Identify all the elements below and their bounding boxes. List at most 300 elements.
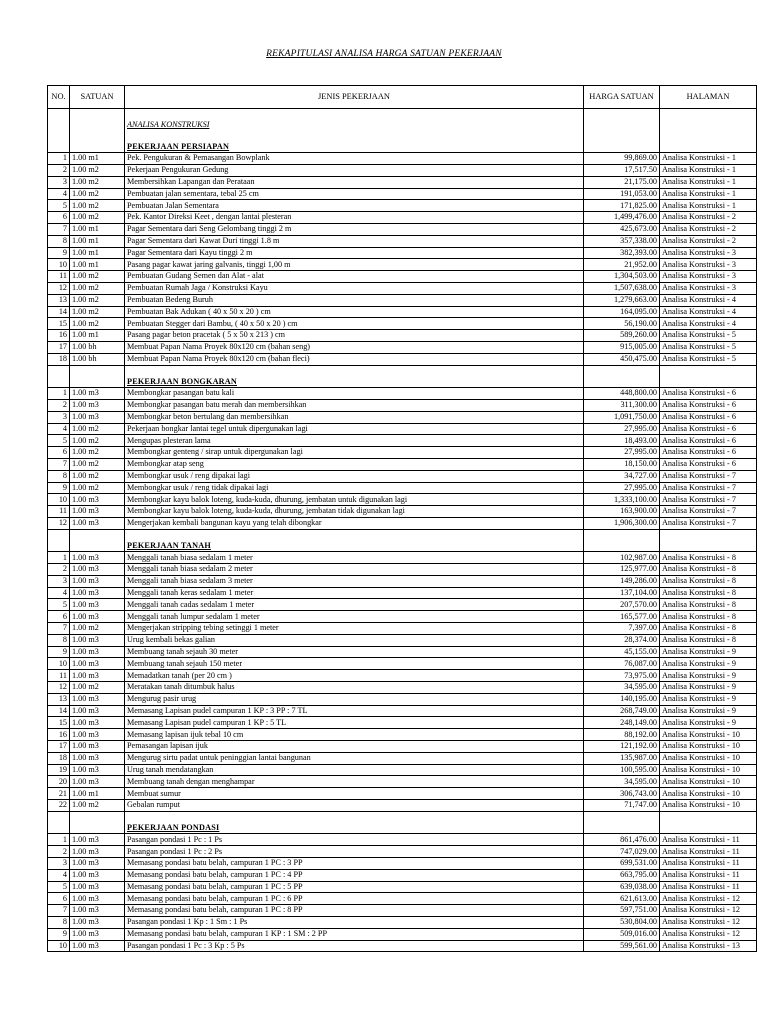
item-satuan: 1.00 m3 xyxy=(70,634,125,646)
item-number: 3 xyxy=(48,176,70,188)
item-satuan: 1.00 m3 xyxy=(70,399,125,411)
item-harga-satuan: 1,304,503.00 xyxy=(584,271,660,283)
item-halaman: Analisa Konstruksi - 11 xyxy=(660,858,757,870)
item-harga-satuan: 171,825.00 xyxy=(584,200,660,212)
table-row xyxy=(48,470,757,482)
item-number: 3 xyxy=(48,575,70,587)
item-jenis-pekerjaan: Membongkar usuk / reng tidak dipakai lagi xyxy=(125,482,584,494)
item-harga-satuan: 135,987.00 xyxy=(584,752,660,764)
table-row xyxy=(48,282,757,294)
item-jenis-pekerjaan: Memasang pondasi batu belah, campuran 1 PC : 4 PP xyxy=(125,869,584,881)
item-harga-satuan: 88,192.00 xyxy=(584,729,660,741)
item-jenis-pekerjaan: Memadatkan tanah (per 20 cm ) xyxy=(125,670,584,682)
item-number: 7 xyxy=(48,458,70,470)
table-row xyxy=(48,741,757,753)
item-jenis-pekerjaan: Membongkar usuk / reng dipakai lagi xyxy=(125,470,584,482)
item-halaman: Analisa Konstruksi - 6 xyxy=(660,447,757,459)
item-halaman: Analisa Konstruksi - 11 xyxy=(660,881,757,893)
table-row xyxy=(48,587,757,599)
item-harga-satuan: 699,531.00 xyxy=(584,858,660,870)
item-harga-satuan: 71,747.00 xyxy=(584,800,660,812)
item-satuan: 1.00 m3 xyxy=(70,764,125,776)
table-row xyxy=(48,318,757,330)
item-jenis-pekerjaan: Memasang pondasi batu belah, campuran 1 PC : 8 PP xyxy=(125,905,584,917)
item-jenis-pekerjaan: Menggali tanah cadas sedalam 1 meter xyxy=(125,599,584,611)
item-satuan: 1.00 m2 xyxy=(70,800,125,812)
table-row xyxy=(48,564,757,576)
item-number: 15 xyxy=(48,318,70,330)
item-jenis-pekerjaan: Memasang lapisan ijuk tebal 10 cm xyxy=(125,729,584,741)
spacer-row xyxy=(48,365,757,376)
item-satuan: 1.00 m1 xyxy=(70,330,125,342)
item-harga-satuan: 1,507,638.00 xyxy=(584,282,660,294)
item-harga-satuan: 18,493.00 xyxy=(584,435,660,447)
item-satuan: 1.00 m2 xyxy=(70,682,125,694)
item-harga-satuan: 18,150.00 xyxy=(584,458,660,470)
section-header-row xyxy=(48,823,757,834)
item-jenis-pekerjaan: Membongkar pasangan batu kali xyxy=(125,388,584,400)
item-halaman: Analisa Konstruksi - 9 xyxy=(660,682,757,694)
item-satuan: 1.00 m2 xyxy=(70,458,125,470)
item-halaman: Analisa Konstruksi - 1 xyxy=(660,188,757,200)
item-harga-satuan: 589,260.00 xyxy=(584,330,660,342)
table-row xyxy=(48,905,757,917)
item-halaman: Analisa Konstruksi - 5 xyxy=(660,330,757,342)
item-number: 4 xyxy=(48,587,70,599)
table-row xyxy=(48,752,757,764)
item-satuan: 1.00 m3 xyxy=(70,893,125,905)
table-row xyxy=(48,212,757,224)
table-row xyxy=(48,916,757,928)
item-jenis-pekerjaan: Membuang tanah sejauh 30 meter xyxy=(125,646,584,658)
item-jenis-pekerjaan: Memasang pondasi batu belah, campuran 1 PC : 5 PP xyxy=(125,881,584,893)
item-jenis-pekerjaan: Mengerjakan kembali bangunan kayu yang telah dibongkar xyxy=(125,517,584,529)
item-harga-satuan: 28,374.00 xyxy=(584,634,660,646)
item-jenis-pekerjaan: Pembuatan Gudang Semen dan Alat - alat xyxy=(125,271,584,283)
item-halaman: Analisa Konstruksi - 6 xyxy=(660,458,757,470)
item-harga-satuan: 597,751.00 xyxy=(584,905,660,917)
table-row xyxy=(48,176,757,188)
header-satuan: SATUAN xyxy=(70,86,125,109)
table-row xyxy=(48,482,757,494)
item-jenis-pekerjaan: Pasangan pondasi 1 Kp : 1 Sm : 1 Ps xyxy=(125,916,584,928)
item-jenis-pekerjaan: Memasang Lapisan pudel campuran 1 KP : 5 TL xyxy=(125,717,584,729)
item-halaman: Analisa Konstruksi - 13 xyxy=(660,940,757,952)
table-row xyxy=(48,330,757,342)
table-row xyxy=(48,423,757,435)
section-title: PEKERJAAN PERSIAPAN xyxy=(127,141,230,151)
item-satuan: 1.00 m3 xyxy=(70,752,125,764)
table-row xyxy=(48,599,757,611)
item-number: 4 xyxy=(48,423,70,435)
item-halaman: Analisa Konstruksi - 4 xyxy=(660,306,757,318)
item-number: 13 xyxy=(48,693,70,705)
item-number: 8 xyxy=(48,235,70,247)
item-number: 20 xyxy=(48,776,70,788)
item-jenis-pekerjaan: Memasang pondasi batu belah, campuran 1 PC : 6 PP xyxy=(125,893,584,905)
item-number: 1 xyxy=(48,153,70,165)
table-row xyxy=(48,834,757,846)
item-satuan: 1.00 m3 xyxy=(70,646,125,658)
item-satuan: 1.00 m2 xyxy=(70,282,125,294)
item-number: 9 xyxy=(48,646,70,658)
item-number: 5 xyxy=(48,881,70,893)
item-number: 10 xyxy=(48,259,70,271)
table-row xyxy=(48,575,757,587)
item-number: 2 xyxy=(48,564,70,576)
item-number: 9 xyxy=(48,482,70,494)
item-jenis-pekerjaan: Menggali tanah biasa sedalam 2 meter xyxy=(125,564,584,576)
table-body xyxy=(48,109,757,952)
item-halaman: Analisa Konstruksi - 8 xyxy=(660,575,757,587)
item-satuan: 1.00 bh xyxy=(70,353,125,365)
item-jenis-pekerjaan: Membuat Papan Nama Proyek 80x120 cm (bahan seng) xyxy=(125,341,584,353)
item-halaman: Analisa Konstruksi - 11 xyxy=(660,869,757,881)
item-harga-satuan: 34,595.00 xyxy=(584,682,660,694)
item-jenis-pekerjaan: Membersihkan Lapangan dan Perataan xyxy=(125,176,584,188)
item-number: 12 xyxy=(48,517,70,529)
table-row xyxy=(48,729,757,741)
item-harga-satuan: 425,673.00 xyxy=(584,223,660,235)
item-harga-satuan: 102,987.00 xyxy=(584,552,660,564)
item-number: 19 xyxy=(48,764,70,776)
item-harga-satuan: 140,195.00 xyxy=(584,693,660,705)
item-jenis-pekerjaan: Pasang pagar kawat jaring galvanis, tinggi 1,00 m xyxy=(125,259,584,271)
item-satuan: 1.00 m3 xyxy=(70,670,125,682)
item-jenis-pekerjaan: Pembuatan Jalan Sementara xyxy=(125,200,584,212)
item-number: 12 xyxy=(48,682,70,694)
table-row xyxy=(48,247,757,259)
item-halaman: Analisa Konstruksi - 10 xyxy=(660,776,757,788)
item-harga-satuan: 27,995.00 xyxy=(584,423,660,435)
item-harga-satuan: 1,499,476.00 xyxy=(584,212,660,224)
item-harga-satuan: 27,995.00 xyxy=(584,447,660,459)
item-harga-satuan: 311,300.00 xyxy=(584,399,660,411)
item-harga-satuan: 125,977.00 xyxy=(584,564,660,576)
item-satuan: 1.00 m3 xyxy=(70,869,125,881)
item-harga-satuan: 27,995.00 xyxy=(584,482,660,494)
item-jenis-pekerjaan: Pembuatan Rumah Jaga / Konstruksi Kayu xyxy=(125,282,584,294)
item-number: 16 xyxy=(48,330,70,342)
item-number: 16 xyxy=(48,729,70,741)
item-jenis-pekerjaan: Menggali tanah keras sedalam 1 meter xyxy=(125,587,584,599)
item-halaman: Analisa Konstruksi - 12 xyxy=(660,893,757,905)
item-jenis-pekerjaan: Memasang pondasi batu belah, campuran 1 PC : 3 PP xyxy=(125,858,584,870)
table-row xyxy=(48,764,757,776)
item-halaman: Analisa Konstruksi - 12 xyxy=(660,916,757,928)
header-halaman: HALAMAN xyxy=(660,86,757,109)
item-halaman: Analisa Konstruksi - 5 xyxy=(660,353,757,365)
item-number: 6 xyxy=(48,893,70,905)
item-halaman: Analisa Konstruksi - 7 xyxy=(660,494,757,506)
item-number: 7 xyxy=(48,905,70,917)
item-satuan: 1.00 m3 xyxy=(70,517,125,529)
item-number: 8 xyxy=(48,470,70,482)
item-jenis-pekerjaan: Membongkar pasangan batu merah dan membersihkan xyxy=(125,399,584,411)
item-satuan: 1.00 m3 xyxy=(70,916,125,928)
item-harga-satuan: 73,975.00 xyxy=(584,670,660,682)
item-harga-satuan: 100,595.00 xyxy=(584,764,660,776)
header-jenis-pekerjaan: JENIS PEKERJAAN xyxy=(125,86,584,109)
spacer-row xyxy=(48,811,757,822)
table-row xyxy=(48,928,757,940)
item-harga-satuan: 191,053.00 xyxy=(584,188,660,200)
section-title: PEKERJAAN PONDASI xyxy=(127,822,220,832)
item-halaman: Analisa Konstruksi - 2 xyxy=(660,235,757,247)
item-satuan: 1.00 m3 xyxy=(70,741,125,753)
item-jenis-pekerjaan: Membuat Papan Nama Proyek 80x120 cm (bahan fleci) xyxy=(125,353,584,365)
item-harga-satuan: 747,029.00 xyxy=(584,846,660,858)
item-jenis-pekerjaan: Pagar Sementara dari Kawat Duri tinggi 1.8 m xyxy=(125,235,584,247)
item-halaman: Analisa Konstruksi - 1 xyxy=(660,164,757,176)
table-row xyxy=(48,517,757,529)
item-jenis-pekerjaan: Pembuatan Bak Adukan ( 40 x 50 x 20 ) cm xyxy=(125,306,584,318)
item-satuan: 1.00 m2 xyxy=(70,470,125,482)
item-halaman: Analisa Konstruksi - 6 xyxy=(660,399,757,411)
item-satuan: 1.00 m1 xyxy=(70,788,125,800)
item-halaman: Analisa Konstruksi - 11 xyxy=(660,834,757,846)
item-satuan: 1.00 m3 xyxy=(70,776,125,788)
item-satuan: 1.00 m2 xyxy=(70,447,125,459)
table-row xyxy=(48,506,757,518)
item-jenis-pekerjaan: Pasangan pondasi 1 Pc : 2 Ps xyxy=(125,846,584,858)
item-halaman: Analisa Konstruksi - 6 xyxy=(660,388,757,400)
table-row xyxy=(48,411,757,423)
item-harga-satuan: 1,091,750.00 xyxy=(584,411,660,423)
table-row xyxy=(48,658,757,670)
item-number: 6 xyxy=(48,611,70,623)
item-halaman: Analisa Konstruksi - 9 xyxy=(660,670,757,682)
item-number: 9 xyxy=(48,928,70,940)
item-harga-satuan: 34,595.00 xyxy=(584,776,660,788)
item-halaman: Analisa Konstruksi - 8 xyxy=(660,564,757,576)
table-row xyxy=(48,611,757,623)
item-halaman: Analisa Konstruksi - 10 xyxy=(660,729,757,741)
table-row xyxy=(48,693,757,705)
item-number: 15 xyxy=(48,717,70,729)
item-harga-satuan: 599,561.00 xyxy=(584,940,660,952)
item-jenis-pekerjaan: Membongkar kayu balok loteng, kuda-kuda, dhurung, jembatan untuk digunakan lagi xyxy=(125,494,584,506)
item-jenis-pekerjaan: Pek. Pengukuran & Pemasangan Bowplank xyxy=(125,153,584,165)
item-satuan: 1.00 m3 xyxy=(70,506,125,518)
item-halaman: Analisa Konstruksi - 1 xyxy=(660,200,757,212)
item-number: 6 xyxy=(48,447,70,459)
item-halaman: Analisa Konstruksi - 5 xyxy=(660,341,757,353)
item-jenis-pekerjaan: Mengupas plesteran lama xyxy=(125,435,584,447)
item-harga-satuan: 268,749.00 xyxy=(584,705,660,717)
item-number: 4 xyxy=(48,188,70,200)
item-harga-satuan: 530,804.00 xyxy=(584,916,660,928)
item-number: 5 xyxy=(48,435,70,447)
item-halaman: Analisa Konstruksi - 8 xyxy=(660,623,757,635)
table-row xyxy=(48,646,757,658)
table-row xyxy=(48,776,757,788)
item-halaman: Analisa Konstruksi - 6 xyxy=(660,423,757,435)
item-harga-satuan: 621,613.00 xyxy=(584,893,660,905)
section-header-row xyxy=(48,540,757,551)
item-harga-satuan: 382,393.00 xyxy=(584,247,660,259)
item-satuan: 1.00 m3 xyxy=(70,693,125,705)
table-row xyxy=(48,271,757,283)
item-harga-satuan: 137,104.00 xyxy=(584,587,660,599)
item-number: 7 xyxy=(48,223,70,235)
item-satuan: 1.00 m3 xyxy=(70,587,125,599)
item-halaman: Analisa Konstruksi - 12 xyxy=(660,928,757,940)
item-jenis-pekerjaan: Membongkar beton bertulang dan membersihkan xyxy=(125,411,584,423)
table-row xyxy=(48,940,757,952)
item-jenis-pekerjaan: Gebalan rumput xyxy=(125,800,584,812)
item-halaman: Analisa Konstruksi - 4 xyxy=(660,294,757,306)
item-number: 10 xyxy=(48,494,70,506)
item-satuan: 1.00 m3 xyxy=(70,411,125,423)
table-row xyxy=(48,893,757,905)
item-harga-satuan: 357,338.00 xyxy=(584,235,660,247)
item-satuan: 1.00 m1 xyxy=(70,235,125,247)
item-satuan: 1.00 m3 xyxy=(70,940,125,952)
item-halaman: Analisa Konstruksi - 3 xyxy=(660,259,757,271)
table-row xyxy=(48,164,757,176)
category-label: ANALISA KONSTRUKSI xyxy=(127,120,210,130)
item-halaman: Analisa Konstruksi - 8 xyxy=(660,634,757,646)
spacer-row xyxy=(48,131,757,142)
item-number: 14 xyxy=(48,306,70,318)
item-satuan: 1.00 m3 xyxy=(70,928,125,940)
item-number: 18 xyxy=(48,752,70,764)
table-row xyxy=(48,353,757,365)
item-jenis-pekerjaan: Pembuatan Bedeng Buruh xyxy=(125,294,584,306)
spacer-row xyxy=(48,109,757,120)
item-jenis-pekerjaan: Mengurug sirtu padat untuk peninggian lantai bangunan xyxy=(125,752,584,764)
item-halaman: Analisa Konstruksi - 3 xyxy=(660,247,757,259)
item-number: 5 xyxy=(48,599,70,611)
table-row xyxy=(48,869,757,881)
header-harga-satuan: HARGA SATUAN xyxy=(584,86,660,109)
item-satuan: 1.00 bh xyxy=(70,341,125,353)
table-row xyxy=(48,846,757,858)
table-row xyxy=(48,153,757,165)
item-harga-satuan: 165,577.00 xyxy=(584,611,660,623)
item-harga-satuan: 76,087.00 xyxy=(584,658,660,670)
table-row xyxy=(48,399,757,411)
item-harga-satuan: 663,795.00 xyxy=(584,869,660,881)
item-halaman: Analisa Konstruksi - 7 xyxy=(660,470,757,482)
item-halaman: Analisa Konstruksi - 2 xyxy=(660,212,757,224)
item-satuan: 1.00 m3 xyxy=(70,552,125,564)
item-jenis-pekerjaan: Pekerjaan Pengukuran Gedung xyxy=(125,164,584,176)
item-number: 6 xyxy=(48,212,70,224)
table-row xyxy=(48,458,757,470)
item-harga-satuan: 639,038.00 xyxy=(584,881,660,893)
item-number: 14 xyxy=(48,705,70,717)
item-satuan: 1.00 m2 xyxy=(70,176,125,188)
table-row xyxy=(48,552,757,564)
item-satuan: 1.00 m3 xyxy=(70,881,125,893)
item-satuan: 1.00 m2 xyxy=(70,271,125,283)
item-halaman: Analisa Konstruksi - 9 xyxy=(660,705,757,717)
item-number: 2 xyxy=(48,399,70,411)
item-harga-satuan: 915,005.00 xyxy=(584,341,660,353)
item-halaman: Analisa Konstruksi - 1 xyxy=(660,153,757,165)
item-harga-satuan: 34,727.00 xyxy=(584,470,660,482)
item-number: 17 xyxy=(48,341,70,353)
item-halaman: Analisa Konstruksi - 3 xyxy=(660,282,757,294)
item-satuan: 1.00 m3 xyxy=(70,858,125,870)
item-halaman: Analisa Konstruksi - 9 xyxy=(660,717,757,729)
table-row xyxy=(48,200,757,212)
item-jenis-pekerjaan: Menggali tanah biasa sedalam 1 meter xyxy=(125,552,584,564)
table-header-row xyxy=(48,86,757,109)
item-halaman: Analisa Konstruksi - 8 xyxy=(660,552,757,564)
item-number: 10 xyxy=(48,658,70,670)
item-jenis-pekerjaan: Membongkar genteng / sirap untuk dipergunakan lagi xyxy=(125,447,584,459)
item-jenis-pekerjaan: Menggali tanah biasa sedalam 3 meter xyxy=(125,575,584,587)
table-row xyxy=(48,388,757,400)
item-harga-satuan: 861,476.00 xyxy=(584,834,660,846)
item-jenis-pekerjaan: Membuang tanah sejauh 150 meter xyxy=(125,658,584,670)
item-harga-satuan: 17,517.50 xyxy=(584,164,660,176)
document-title: REKAPITULASI ANALISA HARGA SATUAN PEKERJAAN xyxy=(266,49,502,59)
item-harga-satuan: 509,016.00 xyxy=(584,928,660,940)
table-row xyxy=(48,494,757,506)
item-harga-satuan: 306,743.00 xyxy=(584,788,660,800)
table-row xyxy=(48,259,757,271)
section-title: PEKERJAAN BONGKARAN xyxy=(127,376,238,386)
item-satuan: 1.00 m3 xyxy=(70,494,125,506)
item-number: 5 xyxy=(48,200,70,212)
item-satuan: 1.00 m2 xyxy=(70,318,125,330)
item-jenis-pekerjaan: Pagar Sementara dari Kayu tinggi 2 m xyxy=(125,247,584,259)
item-number: 11 xyxy=(48,670,70,682)
item-halaman: Analisa Konstruksi - 2 xyxy=(660,223,757,235)
item-number: 12 xyxy=(48,282,70,294)
item-satuan: 1.00 m3 xyxy=(70,611,125,623)
table-row xyxy=(48,705,757,717)
table-row xyxy=(48,235,757,247)
item-number: 11 xyxy=(48,506,70,518)
item-satuan: 1.00 m3 xyxy=(70,564,125,576)
item-harga-satuan: 56,190.00 xyxy=(584,318,660,330)
table-row xyxy=(48,634,757,646)
item-satuan: 1.00 m3 xyxy=(70,599,125,611)
item-satuan: 1.00 m2 xyxy=(70,212,125,224)
item-satuan: 1.00 m2 xyxy=(70,294,125,306)
item-number: 21 xyxy=(48,788,70,800)
item-harga-satuan: 1,279,663.00 xyxy=(584,294,660,306)
item-satuan: 1.00 m2 xyxy=(70,482,125,494)
item-number: 1 xyxy=(48,388,70,400)
item-satuan: 1.00 m1 xyxy=(70,153,125,165)
item-satuan: 1.00 m3 xyxy=(70,905,125,917)
item-satuan: 1.00 m1 xyxy=(70,259,125,271)
item-harga-satuan: 1,906,300.00 xyxy=(584,517,660,529)
item-halaman: Analisa Konstruksi - 10 xyxy=(660,800,757,812)
section-title: PEKERJAAN TANAH xyxy=(127,540,211,550)
item-satuan: 1.00 m3 xyxy=(70,846,125,858)
item-harga-satuan: 248,149.00 xyxy=(584,717,660,729)
item-number: 13 xyxy=(48,294,70,306)
item-harga-satuan: 164,095.00 xyxy=(584,306,660,318)
table-row xyxy=(48,294,757,306)
item-harga-satuan: 163,900.00 xyxy=(584,506,660,518)
item-halaman: Analisa Konstruksi - 10 xyxy=(660,764,757,776)
item-number: 3 xyxy=(48,411,70,423)
item-number: 9 xyxy=(48,247,70,259)
item-harga-satuan: 21,175.00 xyxy=(584,176,660,188)
item-halaman: Analisa Konstruksi - 9 xyxy=(660,658,757,670)
item-number: 2 xyxy=(48,846,70,858)
item-harga-satuan: 448,800.00 xyxy=(584,388,660,400)
item-satuan: 1.00 m1 xyxy=(70,223,125,235)
